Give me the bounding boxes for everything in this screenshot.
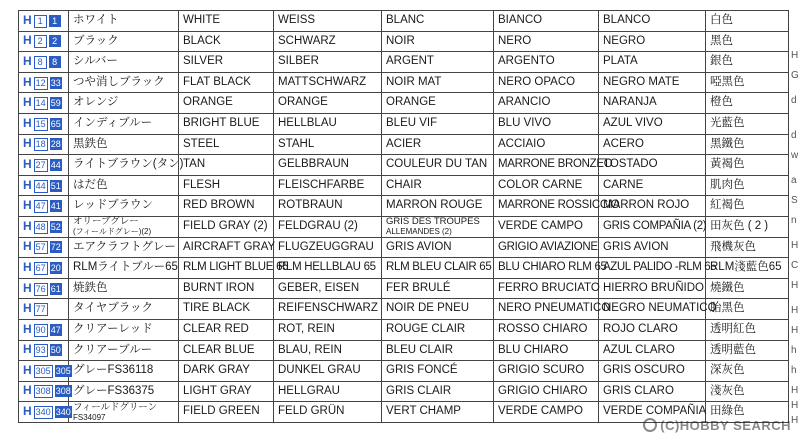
paint-number-alt: 61 (50, 283, 61, 294)
side-letter: H (791, 240, 799, 251)
series-letter: H (23, 239, 32, 254)
paint-number: 57 (35, 242, 46, 253)
color-name-es: AZUL VIVO (599, 113, 706, 134)
color-name-es: AZUL CLARO (599, 340, 706, 361)
color-name-fr (382, 216, 494, 237)
color-name-es: ACERO (599, 134, 706, 155)
side-letter: H (791, 305, 799, 316)
paint-code-cell (19, 381, 69, 402)
color-name-de: GELBBRAUN (274, 155, 382, 176)
paint-number: 76 (35, 283, 46, 294)
color-name-de: ROT, REIN (274, 319, 382, 340)
paint-code-cell (19, 258, 69, 279)
color-name-ja: シルバー (69, 52, 179, 73)
paint-number: 2 (34, 35, 47, 48)
paint-number-alt: 51 (50, 180, 61, 191)
color-name-en: BURNT IRON (179, 278, 274, 299)
table-row (19, 11, 789, 32)
table-row (19, 258, 789, 279)
table-row (19, 93, 789, 114)
color-name-fr: NOIR (382, 31, 494, 52)
color-name-en: BRIGHT BLUE (179, 113, 274, 134)
side-letter: H (791, 325, 799, 336)
series-letter: H (23, 362, 32, 377)
color-name-en: BLACK (179, 31, 274, 52)
color-name-ja: ブラック (69, 31, 179, 52)
paint-number: 305 (35, 365, 51, 376)
color-name-de: SCHWARZ (274, 31, 382, 52)
color-name-cn: 黑鐵色 (706, 134, 789, 155)
color-name-en: FLESH (179, 175, 274, 196)
paint-code-cell (19, 113, 69, 134)
color-name-ja: はだ色 (69, 175, 179, 196)
color-name-it: VERDE CAMPO (494, 402, 599, 423)
color-name-it: COLOR CARNE (494, 175, 599, 196)
paint-number: 15 (35, 118, 46, 129)
series-letter: H (23, 259, 32, 274)
side-letter: S (791, 195, 798, 206)
paint-code-cell (19, 278, 69, 299)
color-name-fr: NOIR MAT (382, 72, 494, 93)
paint-code-cell (19, 52, 69, 73)
color-name-fr: RLM BLEU CLAIR 65 (382, 258, 494, 279)
side-letter: G (791, 70, 799, 81)
color-name-it: FERRO BRUCIATO (494, 278, 599, 299)
color-name-fr-line2: ALLEMANDES (2) (386, 227, 452, 237)
paint-code-cell (19, 237, 69, 258)
paint-number: 77 (35, 304, 46, 315)
series-letter: H (23, 53, 32, 68)
paint-number-alt: 1 (49, 15, 61, 27)
paint-code-cell (19, 155, 69, 176)
color-name-en: CLEAR RED (179, 319, 274, 340)
color-name-ja-line2: (フィールドグレー)(2) (73, 227, 152, 237)
watermark-logo-icon (643, 418, 657, 432)
color-name-cn: 田灰色 ( 2 ) (706, 216, 789, 237)
color-table (18, 10, 789, 423)
series-letter: H (23, 136, 32, 151)
color-name-de: STAHL (274, 134, 382, 155)
paint-number: 93 (35, 345, 46, 356)
series-letter: H (23, 342, 32, 357)
color-name-es: PLATA (599, 52, 706, 73)
color-name-en: LIGHT GRAY (179, 381, 274, 402)
paint-number: 47 (35, 201, 46, 212)
series-letter: H (23, 280, 32, 295)
color-name-ja (69, 402, 179, 423)
paint-code-cell (19, 361, 69, 382)
color-name-it: ARANCIO (494, 93, 599, 114)
color-name-fr: COULEUR DU TAN (382, 155, 494, 176)
color-name-de: FLUGZEUGGRAU (274, 237, 382, 258)
color-name-ja: グレーFS36118 (69, 361, 179, 382)
color-name-cn: 橙色 (706, 93, 789, 114)
color-name-cn: 肌肉色 (706, 175, 789, 196)
paint-number-alt: 8 (49, 56, 61, 68)
paint-number: 44 (35, 180, 46, 191)
color-name-de: MATTSCHWARZ (274, 72, 382, 93)
table-row (19, 340, 789, 361)
color-name-en: STEEL (179, 134, 274, 155)
side-letter: H (791, 385, 799, 396)
side-letter: w (791, 150, 799, 161)
color-name-ja: レッドブラウン (69, 196, 179, 217)
paint-code-cell (19, 134, 69, 155)
series-letter: H (23, 301, 32, 316)
color-name-es: CARNE (599, 175, 706, 196)
color-name-it: ACCIAIO (494, 134, 599, 155)
color-name-it: MARRONE ROSSICCIO (494, 196, 599, 217)
color-name-fr: BLEU VIF (382, 113, 494, 134)
series-letter: H (23, 156, 32, 171)
color-name-cn: 燒鐵色 (706, 278, 789, 299)
paint-number-alt: 47 (50, 324, 61, 335)
paint-number-alt: 41 (50, 201, 61, 212)
color-name-fr: ARGENT (382, 52, 494, 73)
color-name-cn: 飛機灰色 (706, 237, 789, 258)
color-name-en: RED BROWN (179, 196, 274, 217)
color-name-cn: 啞黑色 (706, 72, 789, 93)
table-row (19, 175, 789, 196)
paint-number: 27 (35, 159, 46, 170)
color-name-fr: NOIR DE PNEU (382, 299, 494, 320)
side-letter: d (791, 95, 797, 106)
series-letter: H (23, 12, 32, 27)
color-name-en: TAN (179, 155, 274, 176)
color-name-it: BLU CHIARO (494, 340, 599, 361)
paint-number-alt: 65 (50, 118, 61, 129)
paint-code-cell (19, 196, 69, 217)
color-name-ja: オレンジ (69, 93, 179, 114)
table-row (19, 196, 789, 217)
color-name-fr: GRIS FONCÉ (382, 361, 494, 382)
color-name-es: VERDE COMPAÑIA (599, 402, 706, 423)
color-name-fr: GRIS CLAIR (382, 381, 494, 402)
paint-code-cell (19, 402, 69, 423)
color-name-es: NARANJA (599, 93, 706, 114)
color-name-es: HIERRO BRUÑIDO (599, 278, 706, 299)
paint-number: 8 (34, 56, 47, 69)
side-letter: h (791, 345, 797, 356)
paint-code-cell (19, 175, 69, 196)
color-name-en: FIELD GRAY (2) (179, 216, 274, 237)
color-name-ja: 焼鉄色 (69, 278, 179, 299)
color-name-ja: エアクラフトグレー (69, 237, 179, 258)
table-row (19, 155, 789, 176)
color-name-ja-line1: オリーブグレー (73, 216, 139, 228)
color-name-ja: タイヤブラック (69, 299, 179, 320)
color-name-it: GRIGIO AVIAZIONE (494, 237, 599, 258)
table-row (19, 278, 789, 299)
paint-number-alt: 340 (55, 407, 71, 418)
color-name-fr: GRIS AVION (382, 237, 494, 258)
color-name-it: BLU VIVO (494, 113, 599, 134)
color-name-it: GRIGIO SCURO (494, 361, 599, 382)
color-name-es: GRIS OSCURO (599, 361, 706, 382)
table-row (19, 299, 789, 320)
color-name-it: BLU CHIARO RLM 65 (494, 258, 599, 279)
color-name-de: ORANGE (274, 93, 382, 114)
color-name-it: MARRONE BRONZEO (494, 155, 599, 176)
color-name-ja: クリアーブルー (69, 340, 179, 361)
table-row (19, 52, 789, 73)
color-name-fr: ACIER (382, 134, 494, 155)
table-row (19, 319, 789, 340)
table-row (19, 237, 789, 258)
series-letter: H (23, 95, 32, 110)
side-letter: d (791, 130, 797, 141)
paint-code-cell (19, 72, 69, 93)
table-row (19, 72, 789, 93)
color-name-cn: 銀色 (706, 52, 789, 73)
paint-number-alt: 33 (50, 77, 61, 88)
side-letter: n (791, 215, 797, 226)
table-row (19, 31, 789, 52)
color-name-en: DARK GRAY (179, 361, 274, 382)
series-letter: H (23, 33, 32, 48)
color-name-it: VERDE CAMPO (494, 216, 599, 237)
color-name-en: WHITE (179, 11, 274, 32)
color-name-cn: 透明紅色 (706, 319, 789, 340)
paint-number-alt: 50 (50, 345, 61, 356)
color-name-fr-line1: GRIS DES TROUPES (386, 216, 480, 228)
color-name-fr: BLANC (382, 11, 494, 32)
color-name-cn: 胎黑色 (706, 299, 789, 320)
color-name-ja-line2: FS34097 (73, 412, 106, 422)
color-name-fr: ORANGE (382, 93, 494, 114)
cropped-side-text (790, 0, 801, 435)
color-name-es: NEGRO MATE (599, 72, 706, 93)
color-name-ja (69, 216, 179, 237)
color-name-de: FLEISCHFARBE (274, 175, 382, 196)
side-letter: h (791, 365, 797, 376)
color-name-ja: 黒鉄色 (69, 134, 179, 155)
paint-number-alt: 28 (50, 139, 61, 150)
color-name-it: ARGENTO (494, 52, 599, 73)
paint-number-alt: 72 (50, 242, 61, 253)
color-name-it: NERO OPACO (494, 72, 599, 93)
color-name-fr: ROUGE CLAIR (382, 319, 494, 340)
color-name-en: ORANGE (179, 93, 274, 114)
side-letter: H (791, 415, 799, 426)
color-name-it: BIANCO (494, 11, 599, 32)
series-letter: H (23, 383, 32, 398)
paint-number: 14 (35, 98, 46, 109)
paint-number-alt: 44 (50, 159, 61, 170)
color-name-es: GRIS AVION (599, 237, 706, 258)
color-name-it: NERO (494, 31, 599, 52)
color-name-en: TIRE BLACK (179, 299, 274, 320)
color-name-ja: インディブルー (69, 113, 179, 134)
table-row (19, 134, 789, 155)
paint-number-alt: 305 (55, 365, 71, 376)
paint-number-alt: 308 (55, 386, 71, 397)
paint-code-cell (19, 31, 69, 52)
color-name-cn: 白色 (706, 11, 789, 32)
paint-code-cell (19, 93, 69, 114)
color-name-ja: ライトブラウン(タン) (69, 155, 179, 176)
paint-code-cell (19, 319, 69, 340)
series-letter: H (23, 198, 32, 213)
color-name-en: CLEAR BLUE (179, 340, 274, 361)
color-name-es: BLANCO (599, 11, 706, 32)
color-name-ja: クリアーレッド (69, 319, 179, 340)
side-letter: H (791, 50, 799, 61)
color-name-cn: 透明藍色 (706, 340, 789, 361)
paint-number: 67 (35, 262, 46, 273)
color-name-fr: VERT CHAMP (382, 402, 494, 423)
color-name-de: FELDGRAU (2) (274, 216, 382, 237)
series-letter: H (23, 115, 32, 130)
side-letter: C (791, 260, 799, 271)
paint-number-alt: 2 (49, 35, 61, 47)
paint-code-cell (19, 216, 69, 237)
color-name-it: GRIGIO CHIARO (494, 381, 599, 402)
paint-number-alt: 20 (50, 262, 61, 273)
color-name-es: MARRON ROJO (599, 196, 706, 217)
paint-number: 12 (35, 77, 46, 88)
color-name-es: ROJO CLARO (599, 319, 706, 340)
paint-number: 308 (35, 386, 51, 397)
color-name-en: AIRCRAFT GRAY (179, 237, 274, 258)
color-name-ja: RLMライトブルー65 (69, 258, 179, 279)
color-name-de: DUNKEL GRAU (274, 361, 382, 382)
color-name-de: REIFENSCHWARZ (274, 299, 382, 320)
paint-code-cell (19, 11, 69, 32)
color-name-fr: MARRON ROUGE (382, 196, 494, 217)
color-name-de: WEISS (274, 11, 382, 32)
color-name-it: NERO PNEUMATICO (494, 299, 599, 320)
color-name-de: SILBER (274, 52, 382, 73)
color-name-en: FLAT BLACK (179, 72, 274, 93)
color-name-ja: グレーFS36375 (69, 381, 179, 402)
color-name-ja: ホワイト (69, 11, 179, 32)
side-letter: H (791, 400, 799, 411)
color-name-en: RLM LIGHT BLUE 65 (179, 258, 274, 279)
color-name-fr: FER BRULÉ (382, 278, 494, 299)
table-row (19, 381, 789, 402)
color-name-de: ROTBRAUN (274, 196, 382, 217)
color-name-fr: CHAIR (382, 175, 494, 196)
color-name-de: RLM HELLBLAU 65 (274, 258, 382, 279)
series-letter: H (23, 404, 32, 419)
color-name-cn: 淺灰色 (706, 381, 789, 402)
color-name-cn: 深灰色 (706, 361, 789, 382)
paint-number: 48 (35, 221, 46, 232)
color-name-cn: RLM淺藍色65 (706, 258, 789, 279)
color-name-de: HELLGRAU (274, 381, 382, 402)
series-letter: H (23, 321, 32, 336)
paint-number-alt: 59 (50, 98, 61, 109)
side-letter: a (791, 175, 797, 186)
paint-number: 1 (34, 15, 47, 28)
color-name-ja-line1: フィールドグリーン (73, 401, 158, 413)
color-name-en: FIELD GREEN (179, 402, 274, 423)
color-name-es: GRIS COMPAÑIA (2) (599, 216, 706, 237)
color-name-en: SILVER (179, 52, 274, 73)
series-letter: H (23, 74, 32, 89)
color-name-it: ROSSO CHIARO (494, 319, 599, 340)
color-name-ja: つや消しブラック (69, 72, 179, 93)
color-name-de: BLAU, REIN (274, 340, 382, 361)
paint-number: 90 (35, 324, 46, 335)
color-name-es: GRIS CLARO (599, 381, 706, 402)
color-name-fr: BLEU CLAIR (382, 340, 494, 361)
table-row (19, 361, 789, 382)
color-name-cn: 紅褐色 (706, 196, 789, 217)
color-name-de: HELLBLAU (274, 113, 382, 134)
color-name-de: GEBER, EISEN (274, 278, 382, 299)
table-row (19, 216, 789, 237)
table-row (19, 113, 789, 134)
side-letter: H (791, 280, 799, 291)
series-letter: H (23, 177, 32, 192)
paint-number: 340 (35, 407, 51, 418)
color-name-es: TOSTADO (599, 155, 706, 176)
paint-code-cell (19, 340, 69, 361)
color-name-cn: 田綠色 (706, 402, 789, 423)
series-letter: H (23, 218, 32, 233)
color-name-cn: 光藍色 (706, 113, 789, 134)
color-name-es: NEGRO NEUMATICO (599, 299, 706, 320)
watermark: (C)HOBBY SEARCH (643, 418, 791, 433)
paint-code-cell (19, 299, 69, 320)
color-name-de: FELD GRÜN (274, 402, 382, 423)
color-name-cn: 黑色 (706, 31, 789, 52)
color-name-es: AZUL PALIDO -RLM 65 (599, 258, 706, 279)
paint-number: 18 (35, 139, 46, 150)
color-name-cn: 黃褐色 (706, 155, 789, 176)
paint-number-alt: 52 (50, 221, 61, 232)
color-name-es: NEGRO (599, 31, 706, 52)
